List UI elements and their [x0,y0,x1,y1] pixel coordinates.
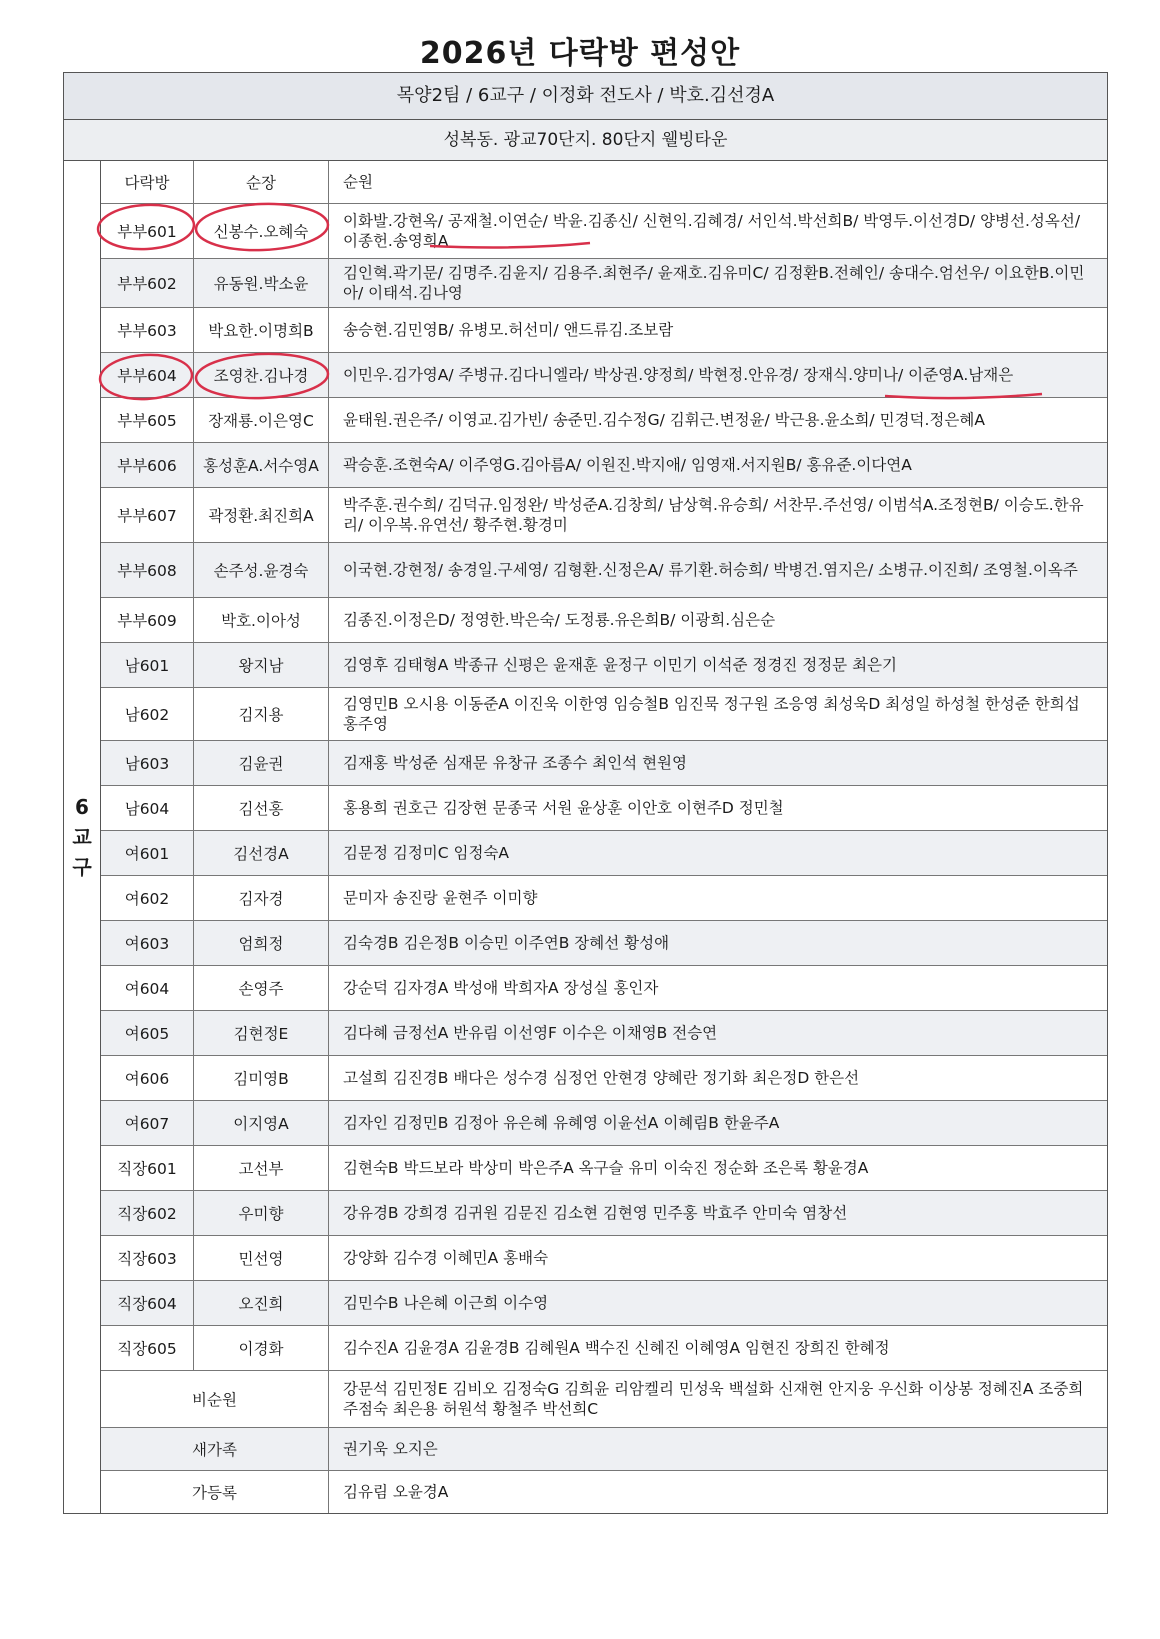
members-cell: 홍용희 권호근 김장현 문종국 서원 윤상훈 이안호 이현주D 정민철 [343,799,784,817]
room-cell: 부부609 [101,598,194,642]
table-row [101,1101,1107,1146]
table-row [101,741,1107,786]
leader-cell: 박요한.이명희B [194,308,329,352]
members-cell: 이민우.김가영A/ 주병규.김다니엘라/ 박상권.양정희/ 박현정.안유경/ 장재식.양미나/ 이준영A.남재은 [343,366,1014,384]
members-cell: 강양화 김수경 이혜민A 홍배숙 [343,1249,549,1267]
header-leader: 순장 [194,161,329,203]
footer-label-cell: 가등록 [101,1471,329,1513]
leader-cell: 김미영B [194,1056,329,1100]
room-cell: 여606 [101,1056,194,1100]
members-cell: 김수진A 김윤경A 김윤경B 김혜원A 백수진 신혜진 이혜영A 임현진 장희진 한혜정 [343,1339,890,1357]
members-cell: 김영민B 오시용 이동준A 이진욱 이한영 임승철B 임진묵 정구원 조응영 최성욱D 최성일 하성철 한성준 한희섭 홍주영 [343,695,1080,733]
leader-cell: 김윤권 [194,741,329,785]
leader-cell: 김선홍 [194,786,329,830]
table-row [101,1236,1107,1281]
members-cell: 김재홍 박성준 심재문 유창규 조종수 최인석 현원영 [343,754,687,772]
table-header-row [101,161,1107,204]
room-cell: 여603 [101,921,194,965]
table-row [101,353,1107,398]
leader-cell: 조영찬.김나경 [194,353,329,397]
table-row [101,543,1107,598]
members-cell: 이국현.강현정/ 송경일.구세영/ 김형환.신정은A/ 류기환.허승희/ 박병건.염지은/ 소병규.이진희/ 조영철.이옥주 [343,561,1078,579]
footer-row [101,1428,1107,1471]
leader-cell: 박호.이아성 [194,598,329,642]
room-cell: 부부604 [101,353,194,397]
leader-cell: 이지영A [194,1101,329,1145]
leader-cell: 김자경 [194,876,329,920]
area-banner: 성복동. 광교70단지. 80단지 웰빙타운 [64,120,1107,161]
table-row [101,398,1107,443]
leader-cell: 유동원.박소윤 [194,259,329,307]
members-cell: 김숙경B 김은정B 이승민 이주연B 장혜선 황성애 [343,934,670,952]
footer-members-cell: 강문석 김민정E 김비오 김정숙G 김희윤 리암켈리 민성욱 백설화 신재현 안지웅 우신화 이상봉 정혜진A 조중희 주점숙 최은용 허원석 황철주 박선희C [343,1380,1084,1418]
members-cell: 김인혁.곽기문/ 김명주.김윤지/ 김용주.최현주/ 윤재호.김유미C/ 김정환B.전혜인/ 송대수.엄선우/ 이요한B.이민아/ 이태석.김나영 [343,264,1085,302]
table-row [101,786,1107,831]
footer-members-cell: 김유림 오윤경A [343,1483,449,1501]
room-cell: 부부607 [101,488,194,542]
table-row [101,831,1107,876]
roster-rows [101,161,1107,1513]
district-group-cell [64,161,101,1513]
members-cell: 김종진.이정은D/ 정영한.박은숙/ 도정룡.유은희B/ 이광희.심은순 [343,611,776,629]
leader-cell: 손영주 [194,966,329,1010]
table-row [101,966,1107,1011]
leader-cell: 손주성.윤경숙 [194,543,329,597]
room-cell: 직장601 [101,1146,194,1190]
footer-members-cell: 권기욱 오지은 [343,1440,438,1458]
members-cell: 김영후 김태형A 박종규 신평은 윤재훈 윤정구 이민기 이석준 정경진 정정문 최은기 [343,656,897,674]
footer-label-cell: 새가족 [101,1428,329,1470]
room-cell: 여601 [101,831,194,875]
leader-cell: 김선경A [194,831,329,875]
table-row [101,259,1107,308]
members-cell: 김자인 김정민B 김정아 유은혜 유혜영 이윤선A 이혜림B 한윤주A [343,1114,780,1132]
members-cell: 강순덕 김자경A 박성애 박희자A 장성실 홍인자 [343,979,659,997]
table-row [101,876,1107,921]
leader-cell: 이경화 [194,1326,329,1370]
roster-table [63,72,1108,1514]
leader-cell: 홍성훈A.서수영A [194,443,329,487]
table-row [101,1056,1107,1101]
leader-cell: 엄희정 [194,921,329,965]
leader-cell: 김지용 [194,688,329,740]
room-cell: 여602 [101,876,194,920]
room-cell: 남603 [101,741,194,785]
footer-row [101,1471,1107,1513]
leader-cell: 오진희 [194,1281,329,1325]
table-row [101,598,1107,643]
room-cell: 남601 [101,643,194,687]
room-cell: 여605 [101,1011,194,1055]
room-cell: 부부608 [101,543,194,597]
leader-cell: 고선부 [194,1146,329,1190]
table-row [101,308,1107,353]
room-cell: 부부601 [101,204,194,258]
room-cell: 부부606 [101,443,194,487]
header-members: 순원 [343,173,373,191]
page-title: 2026년 다락방 편성안 [419,36,741,71]
room-cell: 남604 [101,786,194,830]
team-banner: 목양2팀 / 6교구 / 이정화 전도사 / 박호.김선경A [64,73,1107,120]
members-cell: 박주훈.권수희/ 김덕규.임정완/ 박성준A.김창희/ 남상혁.유승희/ 서찬무.주선영/ 이범석A.조정현B/ 이승도.한유리/ 이우복.유연선/ 황주현.황경미 [343,496,1084,534]
members-cell: 김민수B 나은혜 이근희 이수영 [343,1294,549,1312]
table-row [101,488,1107,543]
members-cell: 송승현.김민영B/ 유병모.허선미/ 앤드류김.조보람 [343,321,674,339]
leader-cell: 장재룡.이은영C [194,398,329,442]
room-cell: 부부605 [101,398,194,442]
table-row [101,204,1107,259]
room-cell: 부부602 [101,259,194,307]
district-label: 6교구 [72,795,92,879]
table-row [101,1326,1107,1371]
leader-cell: 민선영 [194,1236,329,1280]
footer-row [101,1371,1107,1428]
header-room: 다락방 [101,161,194,203]
room-cell: 직장602 [101,1191,194,1235]
table-row [101,1011,1107,1056]
leader-cell: 곽정환.최진희A [194,488,329,542]
room-cell: 직장603 [101,1236,194,1280]
roster-grid [64,161,1107,1513]
members-cell: 강유경B 강희경 김귀원 김문진 김소현 김현영 민주홍 박효주 안미숙 염창선 [343,1204,848,1222]
table-row [101,1281,1107,1326]
members-cell: 윤태원.권은주/ 이영교.김가빈/ 송준민.김수정G/ 김휘근.변정윤/ 박근용.윤소희/ 민경덕.정은혜A [343,411,985,429]
room-cell: 직장605 [101,1326,194,1370]
members-cell: 김다혜 금정선A 반유림 이선영F 이수은 이채영B 전승연 [343,1024,718,1042]
room-cell: 여604 [101,966,194,1010]
room-cell: 여607 [101,1101,194,1145]
table-row [101,443,1107,488]
room-cell: 남602 [101,688,194,740]
leader-cell: 신봉수.오혜숙 [194,204,329,258]
members-cell: 문미자 송진랑 윤현주 이미향 [343,889,538,907]
leader-cell: 김현정E [194,1011,329,1055]
members-cell: 곽승훈.조현숙A/ 이주영G.김아름A/ 이원진.박지애/ 임영재.서지원B/ 홍유준.이다연A [343,456,912,474]
table-row [101,921,1107,966]
table-row [101,1146,1107,1191]
members-cell: 김현숙B 박드보라 박상미 박은주A 옥구슬 유미 이숙진 정순화 조은록 황윤경A [343,1159,869,1177]
table-row [101,1191,1107,1236]
members-cell: 이화발.강현옥/ 공재철.이연순/ 박윤.김종신/ 신현익.김혜경/ 서인석.박선희B/ 박영두.이선경D/ 양병선.성옥선/ 이종헌.송영희A [343,212,1081,250]
footer-label-cell: 비순원 [101,1371,329,1427]
members-cell: 고설희 김진경B 배다은 성수경 심정언 안현경 양혜란 정기화 최은정D 한은선 [343,1069,860,1087]
table-row [101,688,1107,741]
table-row [101,643,1107,688]
room-cell: 직장604 [101,1281,194,1325]
members-cell: 김문정 김정미C 임정숙A [343,844,510,862]
leader-cell: 우미향 [194,1191,329,1235]
leader-cell: 왕지남 [194,643,329,687]
room-cell: 부부603 [101,308,194,352]
